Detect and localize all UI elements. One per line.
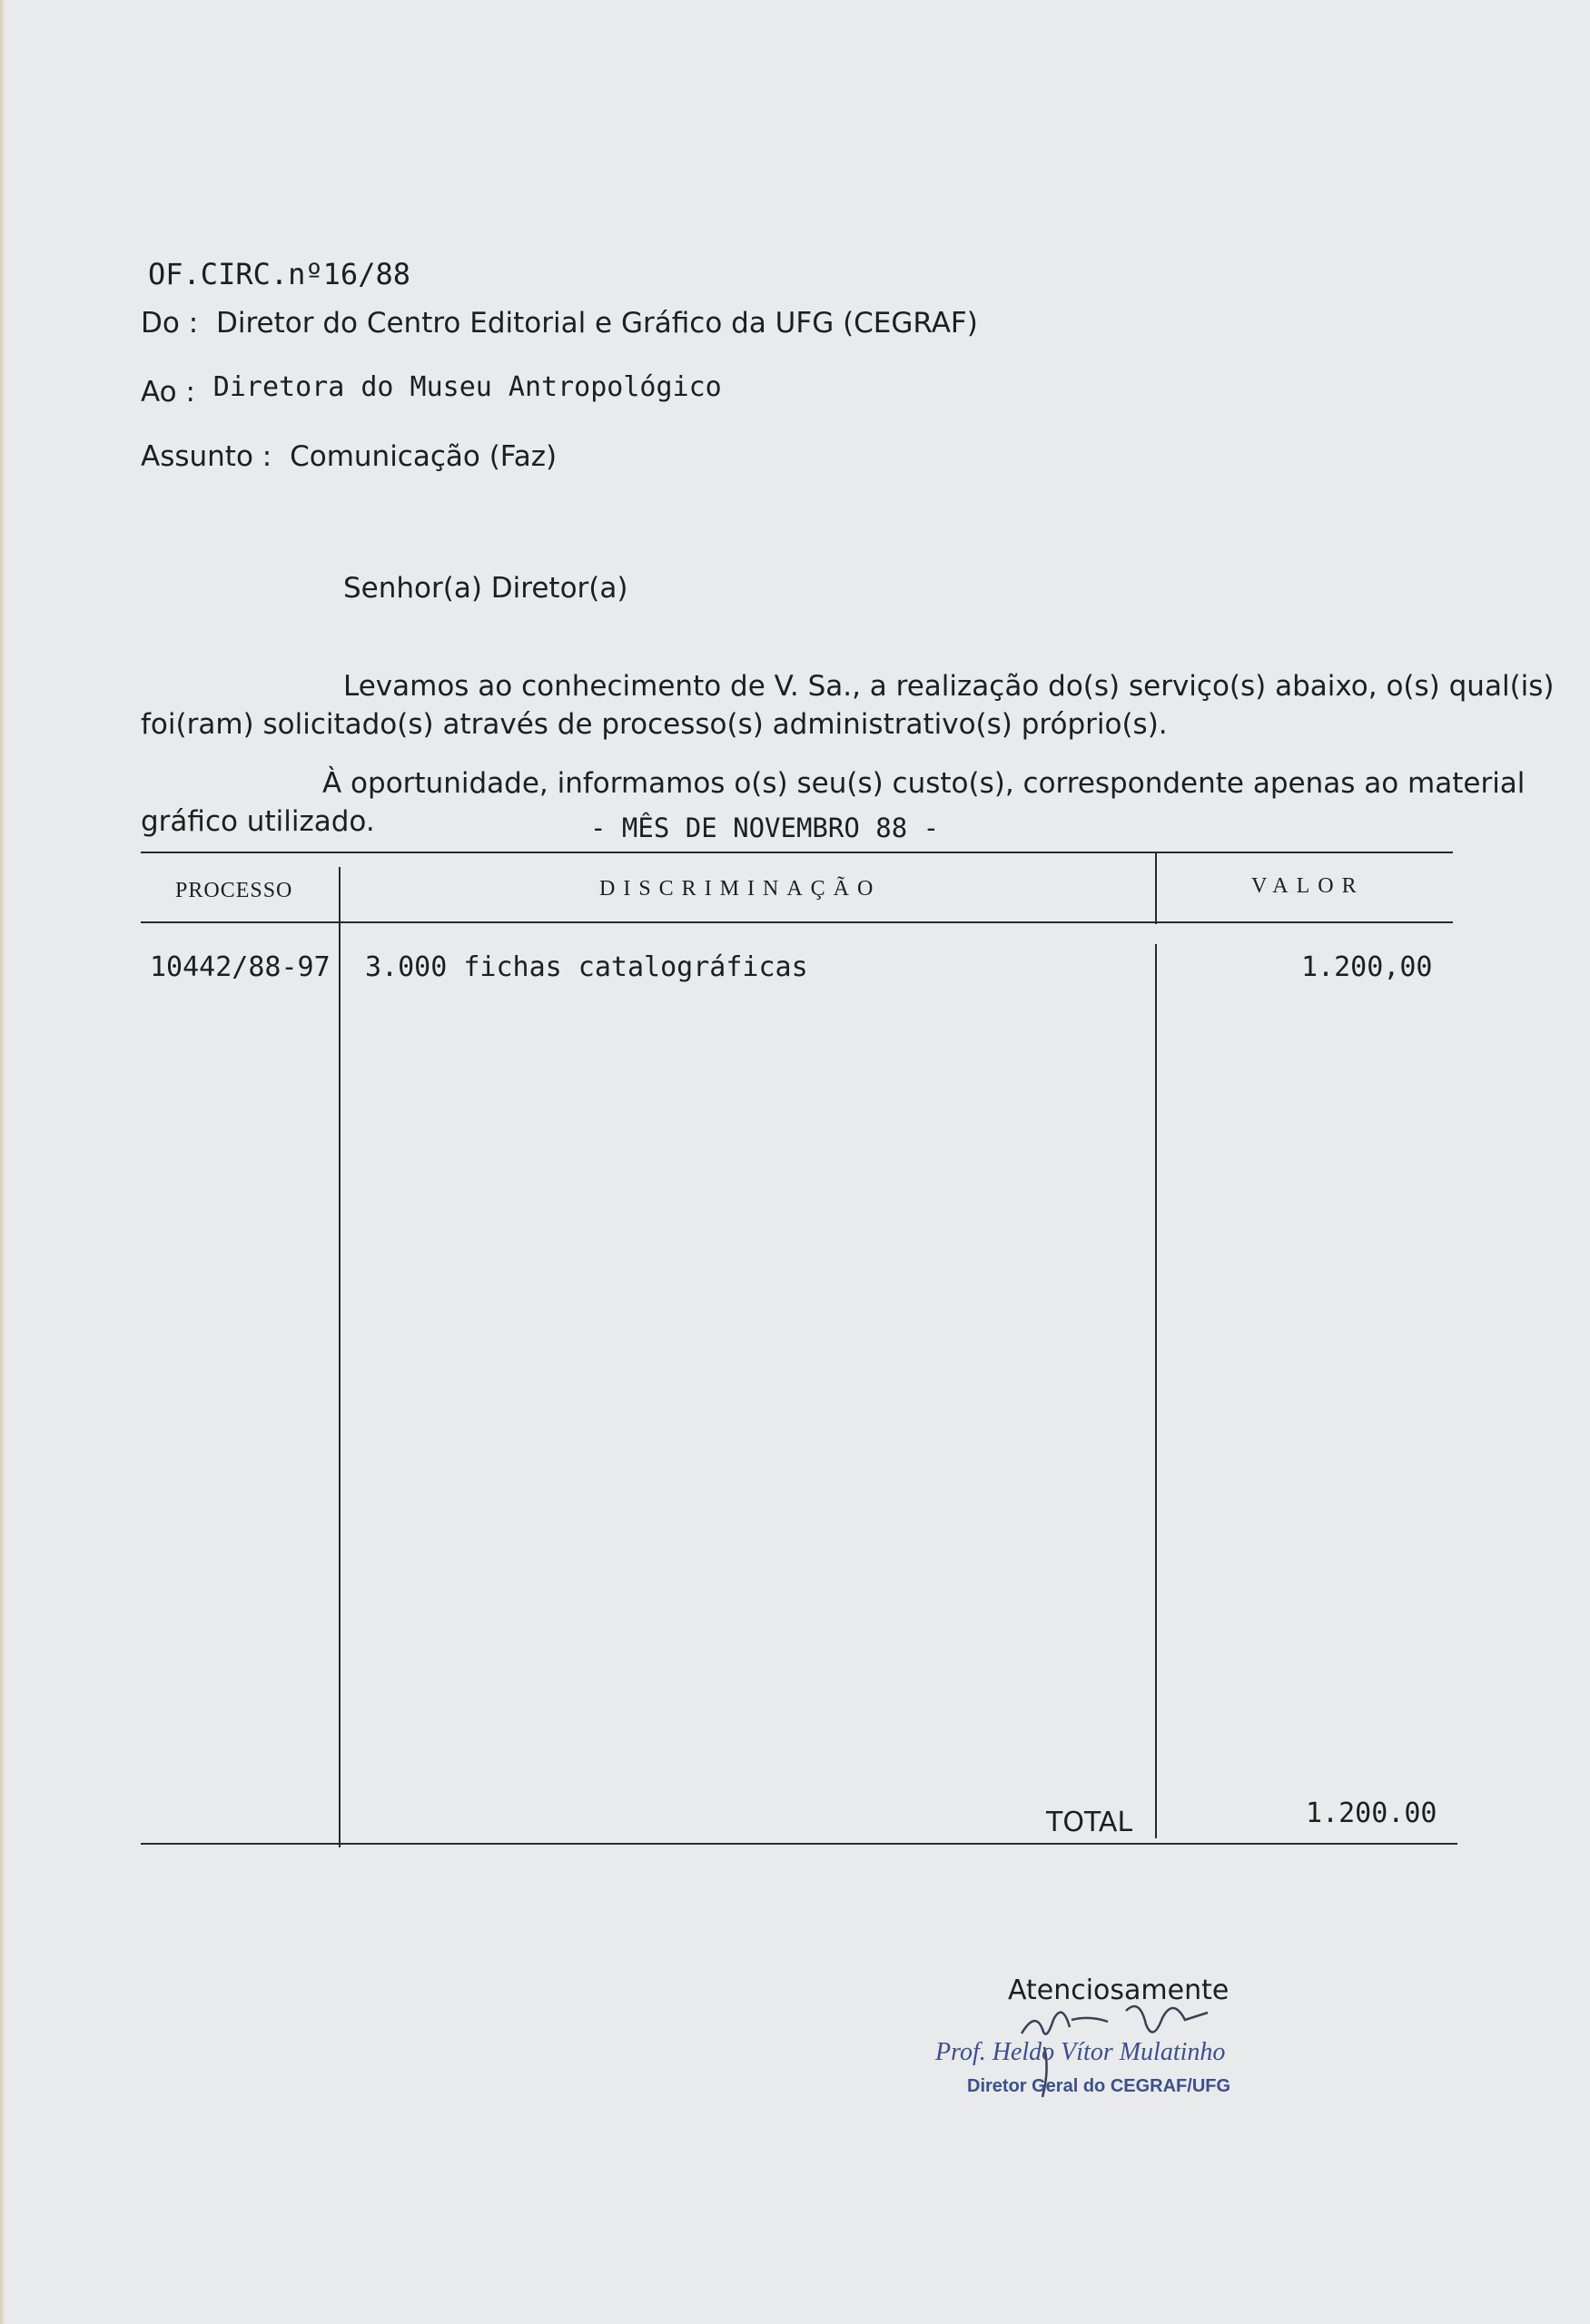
closing-salutation: Atenciosamente <box>1008 1974 1230 2006</box>
paragraph-2-line-1: À oportunidade, informamos o(s) seu(s) custo(s), correspondente apenas ao material <box>322 767 1526 800</box>
from-label: Do : <box>141 307 199 340</box>
signature-stamp <box>935 1965 1317 2120</box>
total-label: TOTAL <box>1046 1807 1133 1838</box>
column-header-processo: PROCESSO <box>175 879 293 902</box>
table-top-rule <box>141 852 1453 853</box>
paper-edge <box>0 0 5 2324</box>
table-row-processo: 10442/88-97 <box>150 951 331 983</box>
subject-value: Comunicação (Faz) <box>290 440 558 473</box>
subject-label: Assunto : <box>141 440 272 473</box>
paragraph-1-line-2: foi(ram) solicitado(s) através de processo(s) administrativo(s) próprio(s). <box>141 708 1168 741</box>
month-heading: - MÊS DE NOVEMBRO 88 - <box>590 812 940 843</box>
table-col-divider-2-top <box>1155 853 1157 924</box>
table-col-divider-2 <box>1155 944 1157 1838</box>
table-row-valor: 1.200,00 <box>1301 951 1433 983</box>
signature-name: Prof. Heldo Vítor Mulatinho <box>935 2038 1226 2066</box>
column-header-discriminacao: DISCRIMINAÇÃO <box>599 877 882 901</box>
to-line <box>141 370 722 409</box>
from-line <box>141 307 978 340</box>
signature-title: Diretor Geral do CEGRAF/UFG <box>967 2076 1231 2096</box>
table-header-rule <box>141 921 1453 923</box>
total-value: 1.200.00 <box>1306 1797 1437 1829</box>
to-value: Diretora do Museu Antropológico <box>212 371 722 403</box>
salutation: Senhor(a) Diretor(a) <box>343 572 628 605</box>
column-header-valor: VALOR <box>1251 874 1365 898</box>
document-reference: OF.CIRC.nº16/88 <box>148 257 410 291</box>
paragraph-2-line-2: gráfico utilizado. <box>141 805 375 838</box>
subject-line <box>141 440 557 473</box>
to-label: Ao : <box>141 376 195 409</box>
table-col-divider-1 <box>339 867 341 1847</box>
table-row-discriminacao: 3.000 fichas catalográficas <box>365 951 808 983</box>
paragraph-1-line-1: Levamos ao conhecimento de V. Sa., a realização do(s) serviço(s) abaixo, o(s) qual(is) <box>343 670 1555 703</box>
from-value: Diretor do Centro Editorial e Gráfico da UFG (CEGRAF) <box>216 307 978 340</box>
table-bottom-rule <box>141 1843 1457 1845</box>
